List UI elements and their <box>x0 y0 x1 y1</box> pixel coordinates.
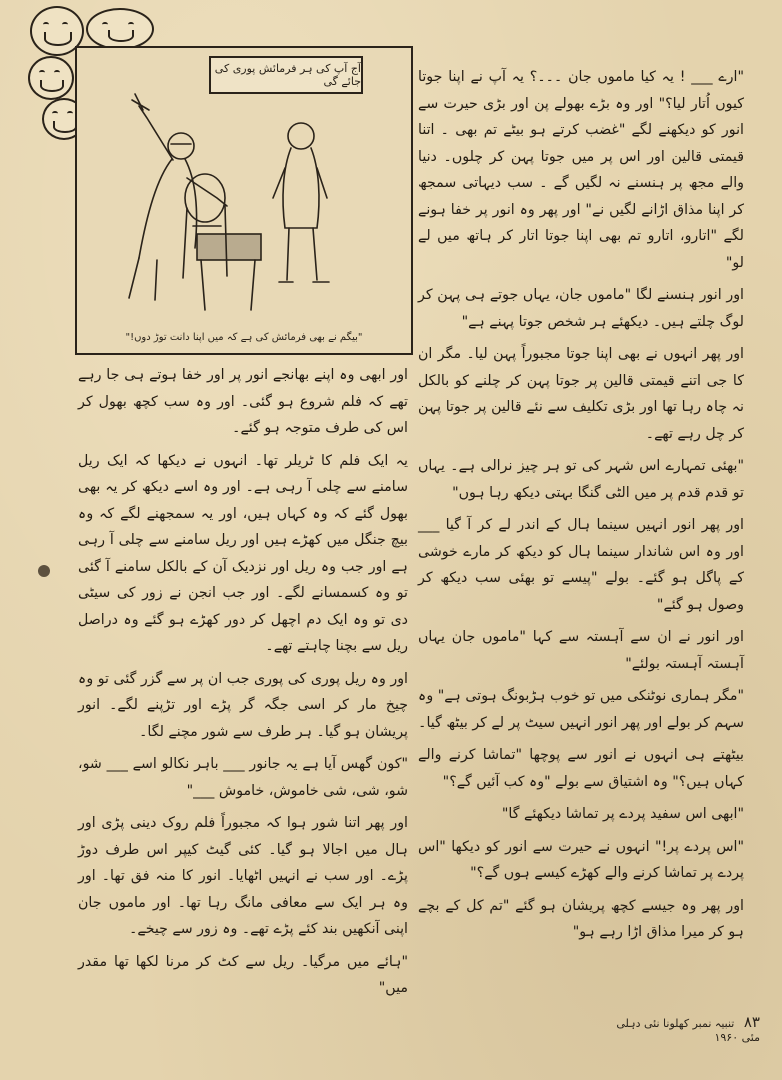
mask-face-icon <box>86 8 154 50</box>
paragraph: اور پھر وہ جیسے کچھ پریشان ہو گئے "تم کل کے بچے ہو کر میرا مذاق اڑا رہے ہو" <box>418 897 744 940</box>
paragraph: اور انور ہنسنے لگا "ماموں جان، یہاں جوتے ہی پہن کر لوگ چلتے ہیں۔ دیکھئے ہر شخص جوتا پہنے ہے" <box>418 287 744 330</box>
paragraph: "ابھی اس سفید پردے پر تماشا دیکھئے گا" <box>501 806 744 822</box>
paragraph: اور پھر اتنا شور ہوا کہ مجبوراً فلم روک دینی پڑی اور ہال میں اجالا ہو گیا۔ کئی گیٹ کیپر اس طرف دوڑ پڑے۔ اور سب نے انہیں اٹھایا۔ انور کا منہ فق تھا۔ اور وہ ہر ایک سے معافی مانگ رہا تھا۔ اور ماموں جان اپنی آنکھیں بند کئے پڑے تھے۔ وہ زور سے چیخے۔ <box>78 815 408 937</box>
paragraph: "کون گھس آیا ہے یہ جانور ___ باہر نکالو اسے ___ شو، شو، شی، شی خاموش، خاموش ___" <box>78 756 408 799</box>
paragraph: یہ ایک فلم کا ٹریلر تھا۔ انہوں نے دیکھا کہ ایک ریل سامنے سے چلی آ رہی ہے۔ اور وہ اسے دیکھ کر یہ بھی بھول گئے کہ وہ کہاں ہیں، اور یہ سمجھنے لگے کہ وہ بیچ جنگل میں کھڑے ہیں اور ریل سامنے سے چلی آ رہی ہے اور جب وہ ریل اور نزدیک آن کے بالکل سامنے آ گئی تو وہ کسمسانے لگے۔ اور جب انجن نے زور کی سیٹی دی تو وہ ایک دم اچھل کر دور کھڑے ہو گئے وہ دراصل ریل سے بچنا چاہتے تھے۔ <box>78 452 408 654</box>
paragraph: "بھئی تمہارے اس شہر کی تو ہر چیز نرالی ہے۔ یہاں تو قدم قدم پر میں الٹی گنگا بہتی دیکھ رہا ہوں" <box>418 458 744 501</box>
arm-raised <box>139 106 173 160</box>
paragraph: "ارے ___ ! یہ کیا ماموں جان ۔۔۔؟ یہ آپ نے اپنا جوتا کیوں اُتار لیا؟" اور وہ بڑے بھولے پن اور بڑی حیرت سے انور کو دیکھنے لگے "غضب کرتے ہو بیٹے تم بھی ۔ اتنا قیمتی قالین اور اس پر میں جوتا پہن کر چلوں۔ دنیا والے مجھ پر ہنسنے نہ لگیں گے ۔ سب دیہاتی سمجھ کر اپنا مذاق اڑانے لگیں نے" اور پھر وہ انور پر خفا ہونے لگے "اتارو، اتارو تم بھی اپنا جوتا اتار کر ہاتھ میں لے لو" <box>418 69 744 271</box>
page-footer <box>600 1013 760 1044</box>
paragraph: اور پھر انہوں نے بھی اپنا جوتا مجبوراً پہن لیا۔ مگر ان کا جی اتنے قیمتی قالین پر جوتا پہن کر چلنے کو بالکل نہ چاہ رہا تھا اور بڑی تکلیف سے نئے قالین پر جوتا پہن کر چل رہے تھے۔ <box>418 346 744 442</box>
ink-smudge <box>38 565 50 577</box>
paragraph: اور ابھی وہ اپنے بھانجے انور پر اور خفا ہوتے ہی جا رہے تھے کہ فلم شروع ہو گئی۔ اور وہ سب کچھ بھول کر اس کی طرف متوجہ ہو گئے۔ <box>78 367 408 436</box>
right-text-column <box>418 64 744 952</box>
mask-face-icon <box>28 56 74 100</box>
cartoon-speech-box: آج آپ کی ہر فرمائش پوری کی جائے گی <box>209 56 363 94</box>
cartoon-illustration <box>75 46 413 355</box>
left-text-column <box>78 362 408 1008</box>
magazine-issue: تنبیہ نمبر کھلونا نئی دہلی مئی ۱۹۶۰ <box>616 1017 760 1044</box>
cartoon-caption: "بیگم نے بھی فرمائش کی ہے کہ میں اپنا دانت توڑ دوں!" <box>125 332 363 343</box>
paragraph: بیٹھتے ہی انہوں نے انور سے پوچھا "تماشا کرنے والے کہاں ہیں؟" وہ اشتیاق سے بولے "وہ کب آئیں گے؟" <box>418 747 744 790</box>
paragraph: اور وہ ریل پوری کی پوری جب ان پر سے گزر گئی تو وہ چیخ مار کر اسی جگہ گر پڑے اور تڑپنے لگے۔ انور پریشان ہو گیا۔ ہر طرف سے شور مچنے لگا۔ <box>78 670 408 740</box>
paragraph: اور پھر انور انہیں سینما ہال کے اندر لے کر آ گیا ___ اور وہ اس شاندار سینما ہال کو دیکھ کر مارے خوشی کے پاگل ہو گئے۔ بولے "پیسے تو بھئی سب دیکھ کر وصول ہو گئے" <box>418 517 744 613</box>
page-number: ۸۳ <box>743 1013 760 1031</box>
man-head <box>288 123 314 149</box>
paragraph: اور انور نے ان سے آہستہ سے کہا "ماموں جان یہاں آہستہ آہستہ بولئے" <box>418 629 744 672</box>
paragraph: "ہائے میں مرگیا۔ ریل سے کٹ کر مرنا لکھا تھا مقدر میں" <box>78 953 408 996</box>
paragraph: "مگر ہماری نوٹنکی میں تو خوب ہڑبونگ ہوتی ہے" وہ سہم کر بولے اور پھر انور انہیں سیٹ پر لے کر بیٹھ گیا۔ <box>418 688 744 731</box>
paragraph: "اس پردے پر!" انہوں نے حیرت سے انور کو دیکھا "اس پردے پر تماشا کرنے والے کھڑے کیسے ہوں گے؟" <box>418 838 744 881</box>
man-head <box>168 133 194 159</box>
